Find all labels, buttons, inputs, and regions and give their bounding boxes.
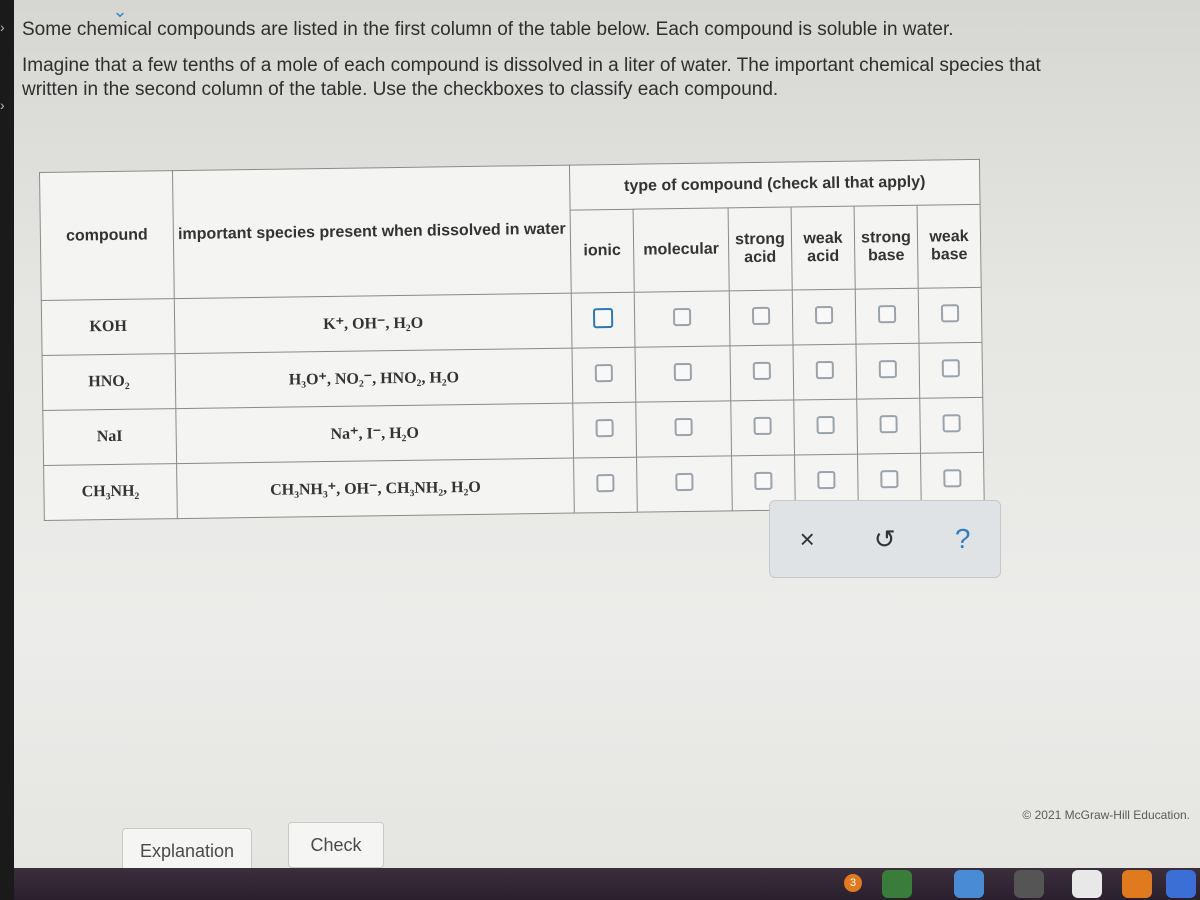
column-header-strong-acid: strong acid xyxy=(728,207,792,291)
app-screen xyxy=(14,0,1200,900)
strong-acid-checkbox[interactable] xyxy=(752,306,770,324)
species-cell: Na⁺, I⁻, H₂O xyxy=(176,403,574,464)
weak-acid-checkbox[interactable] xyxy=(816,415,834,433)
compound-cell: KOH xyxy=(41,299,175,356)
compound-cell: HNO₂ xyxy=(42,354,176,411)
weak-acid-checkbox[interactable] xyxy=(816,360,834,378)
weak-base-checkbox[interactable] xyxy=(942,359,960,377)
strong-base-checkbox[interactable] xyxy=(878,305,896,323)
column-header-ionic: ionic xyxy=(570,209,634,293)
app-icon[interactable] xyxy=(882,870,912,898)
os-dock xyxy=(14,868,1200,900)
instruction-line-1: Some chemical compounds are listed in the first column of the table below. Each compound is soluble in water. xyxy=(22,19,954,40)
strong-base-checkbox[interactable] xyxy=(879,360,897,378)
app-store-icon[interactable] xyxy=(1166,870,1196,898)
screen-bezel xyxy=(0,0,14,900)
column-header-strong-base: strong base xyxy=(854,205,918,289)
column-header-compound: compound xyxy=(40,171,175,301)
species-cell: K⁺, OH⁻, H₂O xyxy=(174,293,572,354)
notification-badge: 3 xyxy=(844,874,862,892)
answer-action-bar xyxy=(769,500,1001,578)
chevron-right-icon: › xyxy=(0,19,5,35)
weak-acid-checkbox[interactable] xyxy=(815,305,833,323)
help-icon[interactable]: ? xyxy=(954,523,971,554)
molecular-checkbox[interactable] xyxy=(673,307,691,325)
species-cell: H₃O⁺, NO₂⁻, HNO₂, H₂O xyxy=(175,348,573,409)
instruction-line-2: Imagine that a few tenths of a mole of each compound is dissolved in a liter of water. The important chemical species that xyxy=(22,55,1041,76)
species-cell: CH₃NH₃⁺, OH⁻, CH₃NH₂, H₂O xyxy=(177,458,575,519)
stocks-icon[interactable] xyxy=(954,870,984,898)
check-button[interactable]: Check xyxy=(288,822,384,868)
music-icon[interactable] xyxy=(1072,870,1102,898)
undo-icon[interactable]: ↺ xyxy=(873,523,896,554)
weak-base-checkbox[interactable] xyxy=(942,414,960,432)
weak-base-checkbox[interactable] xyxy=(943,469,961,487)
strong-acid-checkbox[interactable] xyxy=(753,361,771,379)
chevron-down-icon[interactable]: ⌄ xyxy=(112,1,128,21)
ionic-checkbox[interactable] xyxy=(593,307,613,327)
app-icon[interactable] xyxy=(1014,870,1044,898)
books-icon[interactable] xyxy=(1122,870,1152,898)
strong-acid-checkbox[interactable] xyxy=(753,416,771,434)
chevron-right-icon: › xyxy=(0,97,5,113)
ionic-checkbox[interactable] xyxy=(595,419,613,437)
strong-acid-checkbox[interactable] xyxy=(754,471,772,489)
molecular-checkbox[interactable] xyxy=(674,417,692,435)
weak-base-checkbox[interactable] xyxy=(941,304,959,322)
close-icon[interactable]: × xyxy=(799,523,815,554)
strong-base-checkbox[interactable] xyxy=(879,415,897,433)
column-header-species: important species present when dissolved in water xyxy=(172,165,571,299)
molecular-checkbox[interactable] xyxy=(675,472,693,490)
molecular-checkbox[interactable] xyxy=(674,362,692,380)
classification-table xyxy=(39,159,985,521)
column-header-weak-acid: weak acid xyxy=(791,206,855,290)
compound-cell: CH₃NH₂ xyxy=(44,464,178,521)
strong-base-checkbox[interactable] xyxy=(880,470,898,488)
explanation-button[interactable]: Explanation xyxy=(122,828,252,874)
column-header-molecular: molecular xyxy=(633,208,729,292)
copyright-notice: © 2021 McGraw-Hill Education. xyxy=(1022,808,1190,822)
type-of-compound-header: type of compound (check all that apply) xyxy=(569,159,980,210)
column-header-weak-base: weak base xyxy=(917,204,981,288)
ionic-checkbox[interactable] xyxy=(596,473,614,491)
instructions xyxy=(22,18,1200,114)
instruction-line-3: written in the second column of the table. Use the checkboxes to classify each compound. xyxy=(22,79,779,100)
ionic-checkbox[interactable] xyxy=(595,364,613,382)
weak-acid-checkbox[interactable] xyxy=(817,470,835,488)
compound-cell: NaI xyxy=(43,409,177,466)
